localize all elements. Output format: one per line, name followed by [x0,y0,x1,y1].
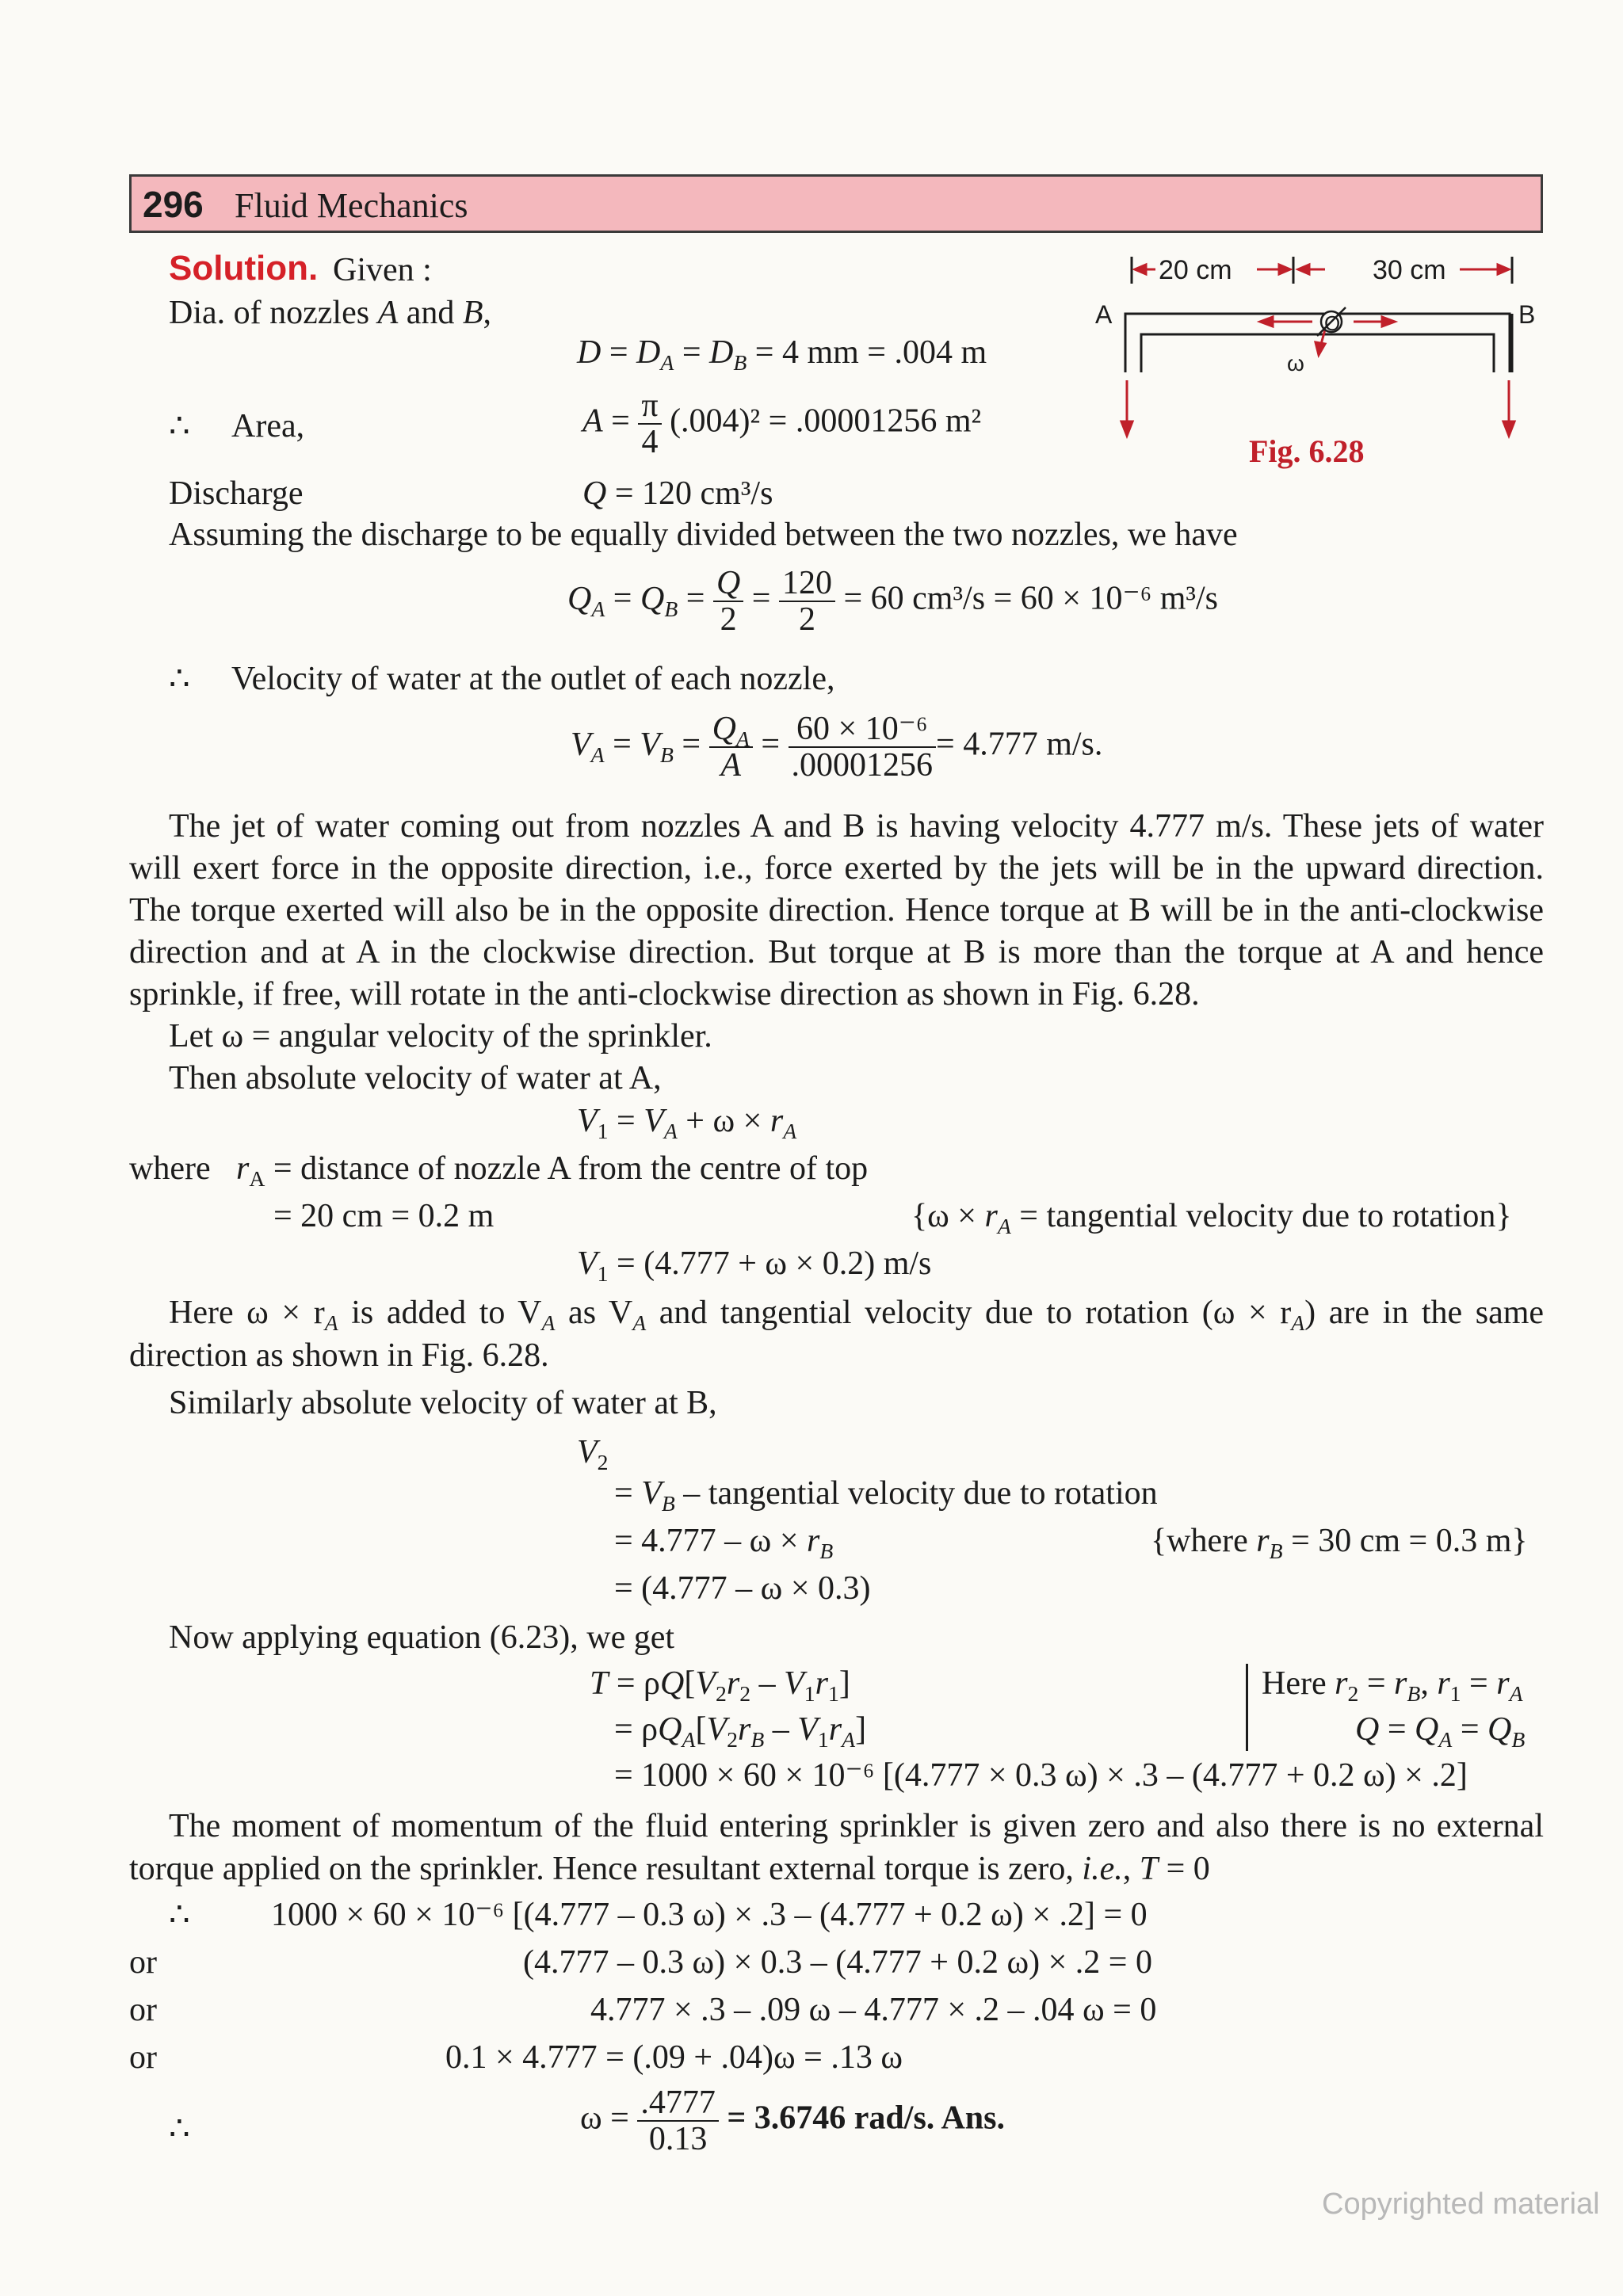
solution-label: Solution. [169,249,319,288]
or-label: or [129,1992,157,2028]
moment-line-1: The moment of momentum of the fluid entering sprinkler is given zero and also there is no external [169,1808,1544,1844]
ra-description: $r_A$ = distance of nozzle A from the centre of top [236,1150,869,1191]
paragraph-line: direction and at A in the clockwise direction. But torque at B is more than the torque at A and hence [129,934,1544,971]
qa-equation: $Q_A = Q_B$ = $\frac{Q}{2}$ = $\frac{120}{2}$ = 60 cm³/s = 60 × 10⁻⁶ m³/s [567,565,1219,639]
v2-line4: = (4.777 – ω × 0.3) [614,1570,871,1607]
v2-line2: = $V_B$ – tangential velocity due to rotation [614,1475,1158,1516]
t-line3: = 1000 × 60 × 10⁻⁶ [(4.777 × 0.3 ω) × .3 – (4.777 + 0.2 ω) × .2] [614,1757,1468,1794]
v1-equation: $V_1 = V_A + \omega \times r_A$ [577,1103,797,1143]
paragraph-line: sprinkle, if free, will rotate in the anti-clockwise direction as shown in Fig. 6.28. [129,976,1200,1013]
let-omega-text: Let ω = angular velocity of the sprinkler. [169,1018,712,1055]
therefore-symbol: ∴ [169,2111,190,2147]
dim-left-label: 20 cm [1159,255,1232,285]
moment-line-2: torque applied on the sprinkler. Hence resultant external torque is zero, i.e., T = 0 [129,1851,1210,1887]
label-o: O [1324,311,1341,335]
given-label: Given : [333,252,432,288]
discharge-label: Discharge [169,475,304,512]
label-omega: ω [1287,351,1304,376]
ra-value: = 20 cm = 0.2 m [273,1198,495,1234]
area-label: Area, [231,408,305,444]
paragraph-line: The torque exerted will also be in the opposite direction. Hence torque at B will be in the anti-clockwise [129,892,1544,929]
dim-right-label: 30 cm [1373,255,1446,285]
then-abs-text: Then absolute velocity of water at A, [169,1060,662,1097]
v2-line3: = $4.777 - \omega \times r_B$ [614,1523,834,1563]
therefore-symbol: ∴ [169,408,190,444]
book-title: Fluid Mechanics [235,186,468,225]
now-applying-text: Now applying equation (6.23), we get [169,1619,675,1656]
t-line2: = $\rho Q_A[V_2r_B - V_1r_A]$ [614,1711,867,1752]
here-r2-note: Here $r_2 = r_B$, $r_1 = r_A$ [1262,1665,1523,1706]
similarly-text: Similarly absolute velocity of water at B, [169,1385,717,1421]
d-equation: $D = D_A = D_B = 4$ mm = .004 m [577,334,987,375]
v1-numeric: $V_1 = (4.777 + \omega \times 0.2)$ m/s [577,1245,932,1286]
label-a: A [1095,300,1113,329]
eq-c: 4.777 × .3 – .09 ω – 4.777 × .2 – .04 ω = 0 [590,1992,1157,2028]
copyright-watermark: Copyrighted material [1322,2187,1600,2221]
page-number: 296 [143,184,204,225]
eq-a: 1000 × 60 × 10⁻⁶ [(4.777 – 0.3 ω) × .3 – (4.777 + 0.2 ω) × .2] = 0 [271,1897,1148,1933]
paragraph-line: will exert force in the opposite direction, i.e., force exerted by the jets will be in the upward direction. [129,850,1544,887]
paragraph-line: The jet of water coming out from nozzles A and B is having velocity 4.777 m/s. These jets of water [169,808,1544,845]
dia-line: Dia. of nozzles A and B, [169,295,492,331]
area-equation: A = $\frac{\pi}{4}$ (.004)² = .00001256 m² [582,387,982,461]
here-line: Here $\omega \times r_A$ is added to $V_A$ as $V_A$ and tangential velocity due to rotation $(\omega \times r_A)$ are in the same [169,1295,1545,1335]
here-line-2: direction as shown in Fig. 6.28. [129,1337,549,1374]
eq-d: 0.1 × 4.777 = (.09 + .04)ω = .13 ω [445,2039,903,2076]
va-equation: $V_A = V_B$ = $\frac{Q_A}{A}$ = $\frac{\text{60 × 10⁻⁶}}{.00001256}$ = 4.777 m/s. [571,711,1103,784]
figure-caption: Fig. 6.28 [1249,433,1365,469]
therefore-symbol: ∴ [169,1897,190,1933]
or-label: or [129,1944,157,1981]
velocity-outlet-text: Velocity of water at the outlet of each nozzle, [231,661,835,697]
where-rb-note: {where $r_B = 30$ cm = 0.3 m} [1151,1523,1528,1563]
q-eq-note: $Q = Q_A = Q_B$ [1355,1711,1526,1752]
assuming-text: Assuming the discharge to be equally divided between the two nozzles, we have [169,517,1238,553]
or-label: or [129,2039,157,2076]
tangential-note: {$\omega \times r_A$ = tangential velocity due to rotation} [911,1198,1512,1238]
discharge-equation: Q = 120 cm³/s [582,475,773,512]
v2-symbol: $V_2$ [577,1434,609,1474]
t-line1: $T = \rho Q[V_2r_2 - V_1r_1]$ [590,1665,850,1706]
therefore-symbol: ∴ [169,661,190,697]
omega-result: ω = $\frac{.4777}{0.13}$ = 3.6746 rad/s. Ans. [580,2084,1006,2158]
side-note-bar [1246,1664,1248,1751]
label-b: B [1518,300,1536,329]
eq-b: (4.777 – 0.3 ω) × 0.3 – (4.777 + 0.2 ω) × .2 = 0 [523,1944,1152,1981]
where-label: where [129,1150,211,1187]
sprinkler-figure [1078,246,1553,444]
